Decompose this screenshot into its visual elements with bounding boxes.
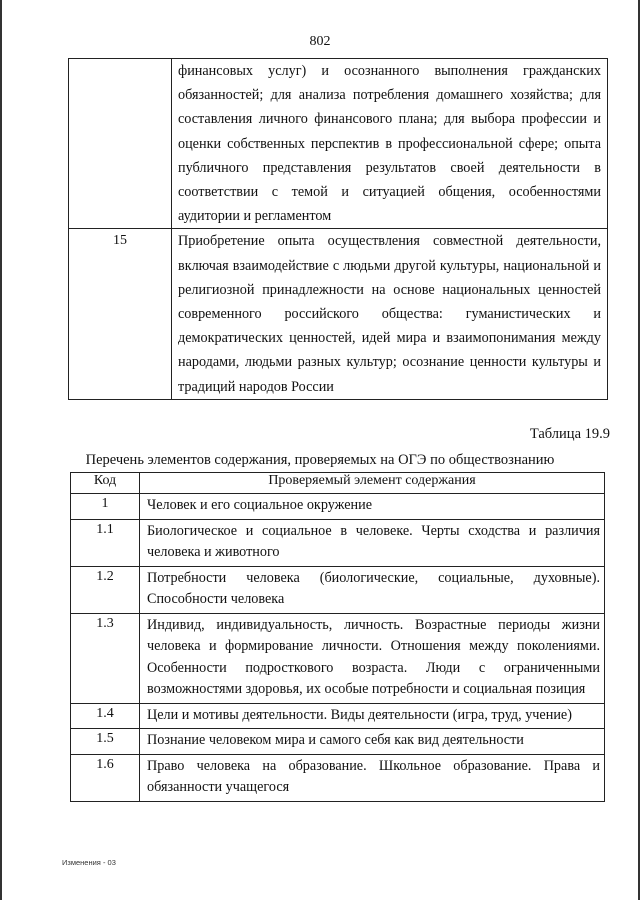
table-header-row	[71, 473, 605, 494]
row-text: Право человека на образование. Школьное образование. Права и обязанности учащегося	[140, 754, 605, 801]
table-row	[71, 494, 605, 520]
row-code: 1.3	[71, 613, 140, 703]
page-number: 802	[309, 34, 331, 49]
table-row	[69, 229, 608, 399]
row-text: Индивид, индивидуальность, личность. Возрастные периоды жизни человека и формирование личности. Отношения между поколениями. Особенности подросткового возраста. Люди с ограниченными возможностями здоровья, их особые потребности и социальная позиция	[140, 613, 605, 703]
row-code: 1.5	[71, 729, 140, 755]
table-row	[71, 703, 605, 729]
table-label: Таблица 19.9	[529, 426, 610, 442]
row-code	[69, 59, 172, 229]
row-code: 1.6	[71, 754, 140, 801]
row-code: 1.4	[71, 703, 140, 729]
table-caption: Перечень элементов содержания, проверяемых на ОГЭ по обществознанию	[85, 452, 555, 468]
content-elements-table	[70, 472, 605, 802]
row-text: Приобретение опыта осуществления совместной деятельности, включая взаимодействие с людьми другой культуры, национальной и религиозной принадлежности на основе национальных ценностей современного российского общества: гуманистических и демократических ценностей, идей мира и взаимопонимания между народами, людьми разных культур; осознание ценности культуры и традиций народов России	[172, 229, 608, 399]
row-code: 1.1	[71, 519, 140, 566]
table-row	[71, 519, 605, 566]
table-row	[71, 613, 605, 703]
row-text: Цели и мотивы деятельности. Виды деятельности (игра, труд, учение)	[140, 703, 605, 729]
header-element: Проверяемый элемент содержания	[140, 473, 605, 494]
scan-edge-left	[0, 0, 2, 900]
header-code: Код	[71, 473, 140, 494]
results-table-continued	[68, 58, 608, 400]
row-text: Человек и его социальное окружение	[140, 494, 605, 520]
row-text: Биологическое и социальное в человеке. Черты сходства и различия человека и животного	[140, 519, 605, 566]
row-code: 15	[69, 229, 172, 399]
table-row	[71, 729, 605, 755]
row-code: 1	[71, 494, 140, 520]
table-row	[71, 566, 605, 613]
row-text: финансовых услуг) и осознанного выполнения гражданских обязанностей; для анализа потребления домашнего хозяйства; для составления личного финансового плана; для выбора профессии и оценки собственных перспектив в профессиональной сфере; опыта публичного представления результатов своей деятельности в соответствии с темой и ситуацией общения, особенностями аудитории и регламентом	[172, 59, 608, 229]
row-text: Потребности человека (биологические, социальные, духовные). Способности человека	[140, 566, 605, 613]
footer-revision: Изменения - 03	[62, 858, 116, 867]
row-code: 1.2	[71, 566, 140, 613]
table-row	[69, 59, 608, 229]
row-text: Познание человеком мира и самого себя как вид деятельности	[140, 729, 605, 755]
table-row	[71, 754, 605, 801]
